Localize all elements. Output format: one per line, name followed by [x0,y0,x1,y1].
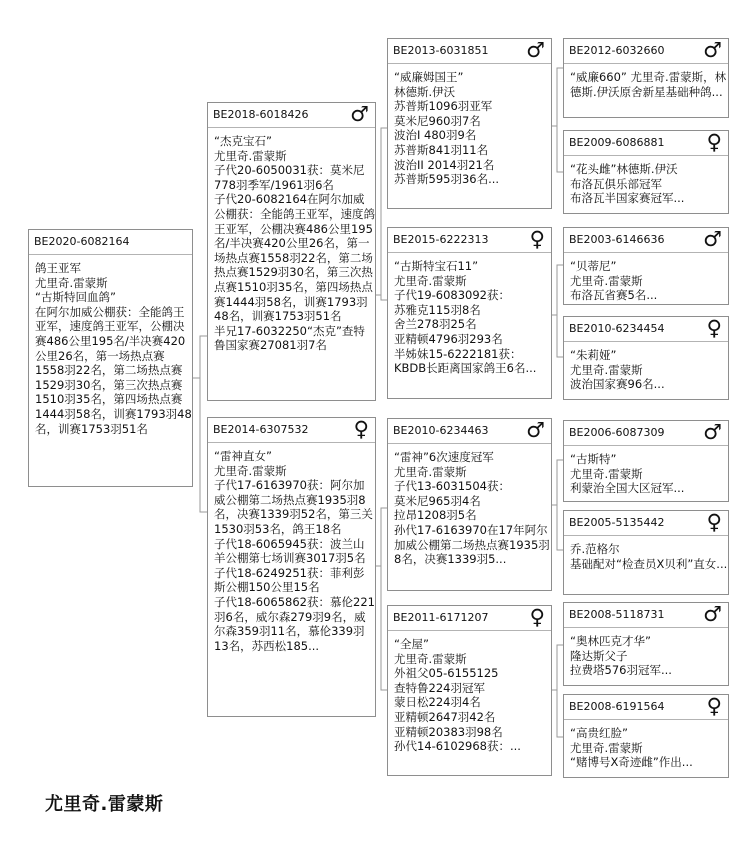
ring-number: BE2020-6082164 [29,230,192,255]
pigeon-card-dam[interactable] [207,417,376,717]
pigeon-details: “花头雌”林德斯.伊沃 布洛瓦俱乐部冠军 布洛瓦半国家赛冠军... [570,162,685,206]
pigeon-card-ggp-8[interactable] [563,694,729,778]
pigeon-details: “朱莉娅” 尤里奇.雷蒙斯 波治国家赛96名... [570,348,665,392]
ring-number: BE2010-6234463 [393,424,489,437]
ring-number: BE2006-6087309 [569,426,665,439]
male-icon: ♂ [526,418,545,442]
pigeon-card-sire-dam[interactable] [387,227,552,399]
pigeon-card-ggp-1[interactable] [563,38,729,118]
ring-number: BE2003-6146636 [569,233,665,246]
pigeon-details: “雷神”6次速度冠军 尤里奇.雷蒙斯 子代13-6031504获： 莫米尼965羽4名 拉昂1208羽5名 孙代17-6163970在17年阿尔加威公棚第二场热点赛1935羽8名，决赛1339羽5... [394,450,550,567]
male-icon: ♂ [703,420,722,444]
female-icon: ♀ [529,227,545,251]
owner-name: 尤里奇.雷蒙斯 [45,794,164,815]
ring-number: BE2010-6234454 [569,322,665,335]
ring-number: BE2005-5135442 [569,516,665,529]
ring-number: BE2011-6171207 [393,611,489,624]
pigeon-details: “杰克宝石” 尤里奇.雷蒙斯 子代20-6050031获：莫米尼778羽季军/1961羽6名 子代20-6082164在阿尔加威公棚获：全能鸽王亚军，速度鸽王亚军，公棚决赛486公里195名/半决赛420公里26名，第一场热点赛1558羽22名，第二场热点赛1529羽30名，第三次热点赛1510羽35名，第四场热点赛1444羽58名，训赛1793羽48名，训赛1753羽51名 半兄17-6032250“杰克”查特鲁国家赛27081羽7名 [214,134,375,353]
pigeon-details: “古斯特宝石11” 尤里奇.雷蒙斯 子代19-6083092获： 苏雅克115羽8名 舍兰278羽25名 亚精顿4796羽293名 半姊妹15-6222181获： KBDB长距离国家鸽王6名... [394,259,537,376]
ring-number: BE2008-5118731 [569,608,665,621]
pigeon-card-sire[interactable] [207,102,376,401]
pigeon-card-ggp-3[interactable] [563,227,729,305]
pigeon-card-dam-dam[interactable] [387,605,552,776]
male-icon: ♂ [703,602,722,626]
ring-number: BE2013-6031851 [393,44,489,57]
male-icon: ♂ [526,38,545,62]
female-icon: ♀ [706,130,722,154]
pigeon-details: “贝蒂尼” 尤里奇.雷蒙斯 布洛瓦省赛5名... [570,259,658,303]
pigeon-card-ggp-6[interactable] [563,510,729,595]
pigeon-card-dam-sire[interactable] [387,418,552,591]
pigeon-details: “威廉660” 尤里奇.雷蒙斯，林德斯.伊沃原舍新星基础种鸽... [570,70,727,99]
pigeon-card-ggp-5[interactable] [563,420,729,502]
pigeon-card-root[interactable] [28,229,193,487]
male-icon: ♂ [350,102,369,126]
pigeon-details: “奥林匹克才华” 隆达斯父子 拉费塔576羽冠军... [570,634,672,678]
female-icon: ♀ [706,510,722,534]
female-icon: ♀ [353,417,369,441]
pigeon-details: “全屋” 尤里奇.雷蒙斯 外祖父05-6155125 查特鲁224羽冠军 蒙日松224羽4名 亚精顿2647羽42名 亚精顿20383羽98名 孙代14-6102968获：... [394,637,521,754]
ring-number: BE2018-6018426 [213,108,309,121]
male-icon: ♂ [703,38,722,62]
ring-number: BE2008-6191564 [569,700,665,713]
pigeon-card-ggp-7[interactable] [563,602,729,686]
pigeon-details: 鸽王亚军 尤里奇.雷蒙斯 “古斯特回血鸽” 在阿尔加威公棚获：全能鸽王亚军，速度鸽王亚军，公棚决赛486公里195名/半决赛420公里26名，第一场热点赛1558羽22名，第二场热点赛1529羽30名，第三次热点赛1510羽35名，第四场热点赛1444羽58名，训赛1793羽48名，训赛1753羽51名 [35,261,192,436]
male-icon: ♂ [703,227,722,251]
pigeon-card-sire-sire[interactable] [387,38,552,209]
pigeon-details: “古斯特” 尤里奇.雷蒙斯 利蒙治全国大区冠军... [570,452,685,496]
ring-number: BE2009-6086881 [569,136,665,149]
pigeon-details: “高贵红脸” 尤里奇.雷蒙斯 “赌博号X奇迹雌”作出... [570,726,693,770]
pigeon-card-ggp-4[interactable] [563,316,729,400]
pigeon-details: “威廉姆国王” 林德斯.伊沃 苏普斯1096羽亚军 莫米尼960羽7名 波治I 480羽9名 苏普斯841羽11名 波治II 2014羽21名 苏普斯595羽36名... [394,70,500,187]
pigeon-details: 乔.范格尔 基础配对“检查员X贝利”直女... [570,542,728,571]
female-icon: ♀ [706,694,722,718]
pigeon-details: “雷神直女” 尤里奇.雷蒙斯 子代17-6163970获：阿尔加威公棚第二场热点赛1935羽8名，决赛1339羽52名，第三关1530羽53名，鸽王18名 子代18-6065945获：波兰山羊公棚第七场训赛3017羽5名 子代18-6249251获：菲利彭斯公棚150公里15名 子代18-6065862获：慕伦221羽6名，威尔森279羽9名，威尔森359羽11名，慕伦339羽13名，苏西松185... [214,449,375,653]
ring-number: BE2012-6032660 [569,44,665,57]
pigeon-card-ggp-2[interactable] [563,130,729,214]
female-icon: ♀ [529,605,545,629]
female-icon: ♀ [706,316,722,340]
ring-number: BE2014-6307532 [213,423,309,436]
ring-number: BE2015-6222313 [393,233,489,246]
